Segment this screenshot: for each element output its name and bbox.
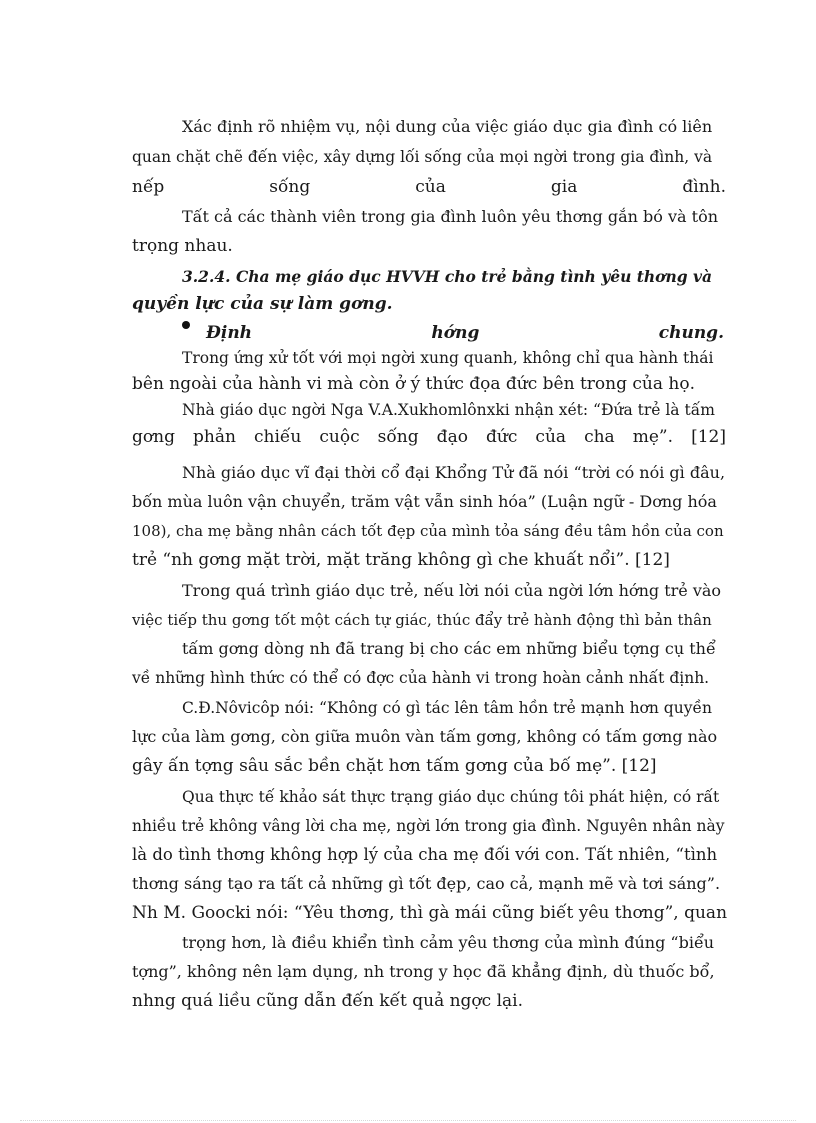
paragraph-3-line-1: Trong ứng xử tốt với mọi ngời xung quanh, không chỉ qua hành thái — [182, 349, 714, 367]
paragraph-2-line-2: trọng nhau. — [132, 236, 233, 256]
paragraph-8-line-3: là do tình thơng không hợp lý của cha mẹ đối với con. Tất nhiên, “tình — [132, 845, 718, 864]
bullet-heading: Định hớng chung. — [206, 323, 724, 343]
bullet-icon — [182, 321, 190, 329]
paragraph-1-line-2: quan chặt chẽ đến việc, xây dựng lối sống của mọi ngời trong gia đình, và — [132, 148, 713, 166]
paragraph-7-line-2: lực của làm gơng, còn giữa muôn vàn tấm gơng, không có tấm gơng nào — [132, 727, 718, 746]
paragraph-6-line-3: tấm gơng dòng nh đã trang bị cho các em những biểu tợng cụ thể — [182, 639, 716, 658]
paragraph-8-line-4: thơng sáng tạo ra tất cả những gì tốt đẹp, cao cả, mạnh mẽ và tơi sáng”. — [132, 874, 721, 893]
paragraph-6-line-1: Trong quá trình giáo dục trẻ, nếu lời nói của ngời lớn hớng trẻ vào — [182, 581, 722, 600]
paragraph-5-line-4: trẻ “nh gơng mặt trời, mặt trăng không gì che khuất nổi”. [12] — [132, 550, 670, 570]
paragraph-7-line-3: gây ấn tợng sâu sắc bền chặt hơn tấm gơng của bố mẹ”. [12] — [132, 756, 657, 776]
paragraph-4-line-1: Nhà giáo dục ngời Nga V.A.Xukhomlônxki nhận xét: “Đứa trẻ là tấm — [182, 401, 715, 419]
paragraph-1-line-1: Xác định rõ nhiệm vụ, nội dung của việc giáo dục gia đình có liên — [182, 117, 713, 136]
paragraph-8-line-2: nhiều trẻ không vâng lời cha mẹ, ngời lớn trong gia đình. Nguyên nhân này — [132, 817, 725, 835]
paragraph-6-line-2: việc tiếp thu gơng tốt một cách tự giác, thúc đẩy trẻ hành động thì bản thân — [132, 611, 712, 629]
section-heading-line-2: quyền lực của sự làm gơng. — [132, 294, 393, 314]
page-bottom-divider — [20, 1120, 796, 1121]
paragraph-9-line-1: trọng hơn, là điều khiển tình cảm yêu thơng của mình đúng “biểu — [182, 933, 715, 952]
paragraph-5-line-3: 108), cha mẹ bằng nhân cách tốt đẹp của mình tỏa sáng đều tâm hồn của con — [132, 522, 724, 540]
paragraph-9-line-3: nhng quá liều cũng dẫn đến kết quả ngợc lại. — [132, 991, 524, 1011]
paragraph-8-line-1: Qua thực tế khảo sát thực trạng giáo dục chúng tôi phát hiện, có rất — [182, 788, 720, 806]
paragraph-9-line-2: tợng”, không nên lạm dụng, nh trong y học đã khẳng định, dù thuốc bổ, — [132, 962, 715, 981]
paragraph-3-line-2: bên ngoài của hành vi mà còn ở ý thức đọa đức bên trong của họ. — [132, 374, 695, 394]
paragraph-2-line-1: Tất cả các thành viên trong gia đình luôn yêu thơng gắn bó và tôn — [182, 207, 718, 226]
paragraph-6-line-4: về những hình thức có thể có đợc của hành vi trong hoàn cảnh nhất định. — [132, 669, 710, 687]
paragraph-4-line-2: gơng phản chiếu cuộc sống đạo đức của cha mẹ”. [12] — [132, 427, 726, 447]
paragraph-5-line-1: Nhà giáo dục vĩ đại thời cổ đại Khổng Tử đã nói “trời có nói gì đâu, — [182, 463, 726, 482]
paragraph-8-line-5: Nh M. Goocki nói: “Yêu thơng, thì gà mái cũng biết yêu thơng”, quan — [132, 903, 728, 923]
paragraph-1-line-3: nếp sống của gia đình. — [132, 177, 726, 197]
paragraph-7-line-1: C.Đ.Nôvicôp nói: “Không có gì tác lên tâm hồn trẻ mạnh hơn quyền — [182, 699, 712, 717]
paragraph-5-line-2: bốn mùa luôn vận chuyển, trăm vật vẫn sinh hóa” (Luận ngữ - Dơng hóa — [132, 492, 717, 511]
section-heading-line-1: 3.2.4. Cha mẹ giáo dục HVVH cho trẻ bằng tình yêu thơng và — [182, 267, 713, 286]
